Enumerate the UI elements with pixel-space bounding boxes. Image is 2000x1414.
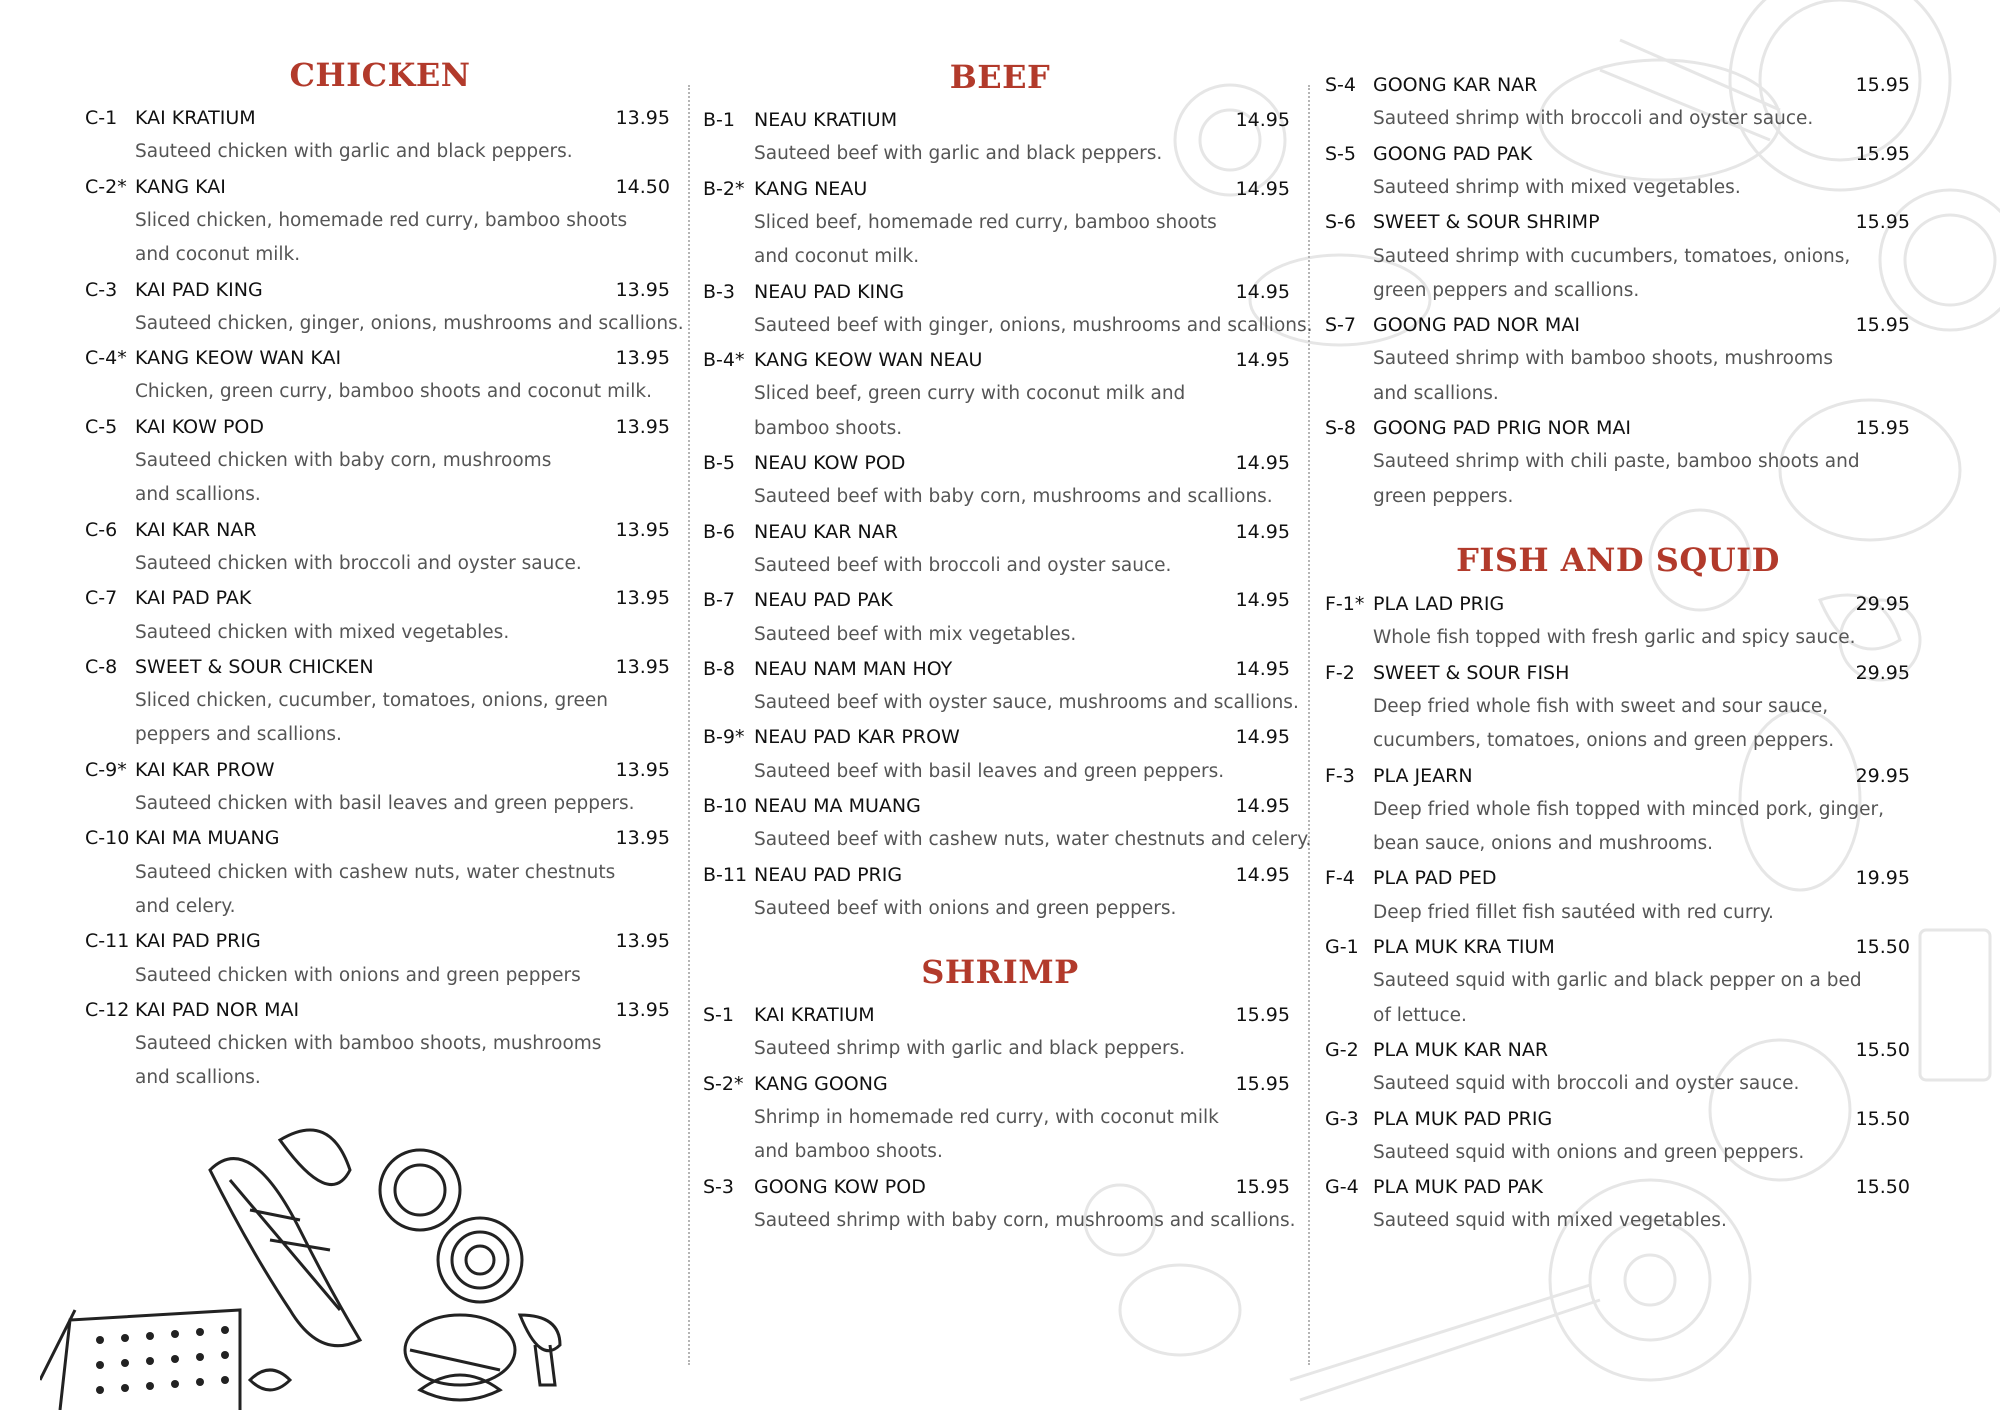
item-description: Sauteed beef with onions and green peppers. [754, 897, 1177, 919]
item-description: Sauteed shrimp with chili paste, bamboo shoots and [1373, 451, 1860, 473]
item-code: B-7 [703, 589, 735, 612]
item-description: Sauteed shrimp with baby corn, mushrooms and scallions. [754, 1209, 1296, 1231]
item-description: Sauteed beef with ginger, onions, mushrooms and scallions. [754, 314, 1313, 336]
item-name: SWEET & SOUR CHICKEN [135, 655, 374, 678]
item-name: NEAU PAD PAK [754, 589, 893, 612]
section-heading: SHRIMP [921, 953, 1079, 991]
item-name: GOONG PAD PAK [1373, 142, 1533, 165]
item-description: Sauteed shrimp with broccoli and oyster sauce. [1373, 108, 1814, 130]
item-name: NEAU KOW POD [754, 452, 906, 474]
item-price: 14.95 [1235, 452, 1290, 474]
item-price: 15.95 [1855, 142, 1910, 165]
item-name: NEAU KRATIUM [754, 109, 898, 131]
item-code: C-6 [85, 518, 118, 541]
item-name: PLA MUK KRA TIUM [1373, 936, 1555, 958]
item-code: G-1 [1325, 936, 1359, 958]
item-name: GOONG PAD NOR MAI [1373, 314, 1580, 337]
item-description: and coconut milk. [135, 244, 301, 266]
item-description: green peppers and scallions. [1373, 279, 1640, 301]
vegetable-illustration [40, 1110, 600, 1410]
item-name: NEAU PAD KAR PROW [754, 726, 960, 749]
item-description: Sauteed beef with broccoli and oyster sauce. [754, 554, 1172, 576]
item-price: 13.95 [615, 587, 670, 610]
item-price: 15.95 [1855, 74, 1910, 96]
item-price: 14.95 [1235, 589, 1290, 612]
item-code: B-5 [703, 452, 735, 474]
item-code: C-8 [85, 655, 118, 678]
item-description: Sauteed chicken with cashew nuts, water chestnuts [135, 861, 616, 883]
item-code: S-7 [1325, 314, 1357, 337]
item-name: PLA PAD PED [1373, 867, 1497, 890]
item-name: NEAU MA MUANG [754, 795, 921, 817]
item-name: KAI KRATIUM [135, 107, 256, 129]
item-code: B-11 [703, 863, 748, 886]
item-description: green peppers. [1373, 485, 1514, 507]
item-code: C-11 [85, 930, 130, 953]
item-code: C-1 [85, 107, 118, 129]
item-code: B-8 [703, 657, 735, 680]
item-code: S-3 [703, 1175, 735, 1198]
item-price: 14.50 [615, 175, 670, 198]
item-price: 29.95 [1855, 764, 1910, 787]
item-price: 15.50 [1855, 936, 1910, 958]
item-price: 15.50 [1855, 1176, 1910, 1199]
item-code: B-3 [703, 280, 735, 303]
item-name: KAI KOW POD [135, 415, 265, 438]
item-name: GOONG KAR NAR [1373, 74, 1538, 96]
item-code: F-3 [1325, 764, 1355, 787]
item-price: 13.95 [615, 827, 670, 850]
item-name: KANG KEOW WAN KAI [135, 347, 342, 370]
item-description: bamboo shoots. [754, 417, 903, 439]
item-description: Sliced chicken, homemade red curry, bamboo shoots [135, 209, 628, 231]
item-description: peppers and scallions. [135, 724, 342, 746]
item-description: Sauteed chicken with onions and green peppers [135, 964, 581, 986]
item-code: C-5 [85, 415, 118, 438]
item-price: 14.95 [1235, 863, 1290, 886]
item-description: Sauteed chicken with garlic and black peppers. [135, 141, 573, 163]
item-price: 13.95 [615, 758, 670, 781]
item-code: G-3 [1325, 1107, 1359, 1130]
item-price: 13.95 [615, 278, 670, 301]
item-name: KAI MA MUANG [135, 827, 280, 850]
item-description: Shrimp in homemade red curry, with coconut milk [754, 1106, 1219, 1128]
item-price: 13.95 [615, 415, 670, 438]
item-name: NEAU NAM MAN HOY [754, 657, 953, 680]
item-name: GOONG KOW POD [754, 1175, 926, 1198]
item-description: Sauteed chicken with broccoli and oyster sauce. [135, 552, 582, 574]
item-name: KAI PAD PRIG [135, 930, 261, 953]
item-description: Sauteed chicken, ginger, onions, mushrooms and scallions. [135, 312, 684, 334]
item-description: Sauteed chicken with bamboo shoots, mushrooms [135, 1033, 602, 1055]
item-price: 15.95 [1235, 1004, 1290, 1026]
item-description: Sauteed shrimp with mixed vegetables. [1373, 176, 1741, 198]
item-description: cucumbers, tomatoes, onions and green peppers. [1373, 730, 1835, 752]
item-price: 14.95 [1235, 349, 1290, 372]
item-description: Sauteed shrimp with bamboo shoots, mushrooms [1373, 348, 1833, 370]
item-code: S-6 [1325, 211, 1357, 234]
column-divider-left [688, 85, 690, 1365]
item-code: B-6 [703, 520, 735, 543]
section-heading: BEEF [949, 58, 1051, 96]
item-price: 15.95 [1855, 211, 1910, 234]
item-name: KANG NEAU [754, 177, 868, 200]
item-description: and scallions. [135, 484, 261, 506]
item-description: Sauteed squid with broccoli and oyster sauce. [1373, 1073, 1800, 1095]
item-code: C-10 [85, 827, 130, 850]
item-code: F-4 [1325, 867, 1355, 890]
item-price: 15.95 [1235, 1175, 1290, 1198]
item-code: B-1 [703, 109, 735, 131]
item-price: 29.95 [1855, 593, 1910, 615]
item-description: Sauteed chicken with basil leaves and green peppers. [135, 793, 635, 814]
item-code: C-4* [85, 347, 127, 370]
item-name: KAI KRATIUM [754, 1004, 875, 1026]
item-description: Sliced beef, homemade red curry, bamboo shoots [754, 211, 1217, 233]
item-price: 14.95 [1235, 109, 1290, 131]
section-heading: CHICKEN [289, 56, 471, 94]
item-name: KAI PAD PAK [135, 587, 252, 610]
item-description: Sauteed beef with oyster sauce, mushrooms and scallions. [754, 692, 1299, 714]
item-code: S-1 [703, 1004, 735, 1026]
item-code: C-9* [85, 758, 127, 781]
item-description: Sauteed chicken with baby corn, mushrooms [135, 450, 552, 471]
item-price: 15.95 [1855, 314, 1910, 337]
item-description: Deep fried whole fish topped with minced pork, ginger, [1373, 798, 1884, 820]
item-description: Sauteed shrimp with cucumbers, tomatoes, onions, [1373, 245, 1851, 267]
item-price: 13.95 [615, 930, 670, 953]
item-code: B-10 [703, 795, 748, 817]
item-code: S-2* [703, 1072, 744, 1095]
item-name: GOONG PAD PRIG NOR MAI [1373, 417, 1631, 439]
item-description: Chicken, green curry, bamboo shoots and coconut milk. [135, 381, 652, 403]
item-description: Sauteed beef with mix vegetables. [754, 623, 1077, 645]
item-code: B-9* [703, 726, 745, 749]
item-price: 14.95 [1235, 177, 1290, 200]
item-name: KAI PAD KING [135, 278, 263, 301]
item-description: Sauteed beef with cashew nuts, water chestnuts and celery. [754, 829, 1312, 851]
item-price: 19.95 [1855, 867, 1910, 890]
item-description: Deep fried whole fish with sweet and sour sauce, [1373, 695, 1829, 717]
item-description: Sauteed chicken with mixed vegetables. [135, 621, 510, 643]
item-description: and bamboo shoots. [754, 1141, 943, 1163]
item-price: 14.95 [1235, 795, 1290, 817]
item-price: 29.95 [1855, 661, 1910, 684]
item-description: Sauteed shrimp with garlic and black peppers. [754, 1038, 1186, 1060]
item-description: Sauteed beef with garlic and black peppers. [754, 143, 1163, 165]
item-code: S-5 [1325, 142, 1357, 165]
item-price: 15.50 [1855, 1038, 1910, 1061]
item-price: 13.95 [615, 347, 670, 370]
item-price: 15.95 [1855, 417, 1910, 439]
item-description: bean sauce, onions and mushrooms. [1373, 833, 1714, 855]
item-name: KANG KEOW WAN NEAU [754, 349, 983, 372]
item-name: PLA LAD PRIG [1373, 593, 1505, 615]
item-price: 14.95 [1235, 726, 1290, 749]
item-name: NEAU KAR NAR [754, 520, 898, 543]
item-price: 14.95 [1235, 280, 1290, 303]
item-name: KAI KAR PROW [135, 758, 275, 781]
item-code: F-2 [1325, 661, 1355, 684]
item-description: Sliced chicken, cucumber, tomatoes, onions, green [135, 690, 608, 712]
item-description: and scallions. [1373, 382, 1499, 404]
item-code: G-2 [1325, 1038, 1359, 1061]
item-description: Sliced beef, green curry with coconut milk and [754, 383, 1186, 405]
section-heading: FISH AND SQUID [1456, 541, 1780, 579]
item-code: F-1* [1325, 593, 1365, 615]
item-description: Sauteed beef with baby corn, mushrooms and scallions. [754, 486, 1273, 508]
item-description: Sauteed squid with mixed vegetables. [1373, 1210, 1727, 1232]
item-name: PLA MUK PAD PRIG [1373, 1107, 1553, 1130]
item-code: C-2* [85, 175, 127, 198]
item-description: Sauteed beef with basil leaves and green peppers. [754, 760, 1225, 782]
item-name: NEAU PAD PRIG [754, 863, 903, 886]
item-name: PLA MUK KAR NAR [1373, 1038, 1549, 1061]
item-price: 15.95 [1235, 1072, 1290, 1095]
item-description: Sauteed squid with onions and green peppers. [1373, 1141, 1805, 1163]
item-price: 14.95 [1235, 657, 1290, 680]
item-code: G-4 [1325, 1176, 1359, 1199]
item-code: S-8 [1325, 417, 1357, 439]
item-description: of lettuce. [1373, 1004, 1467, 1026]
item-code: S-4 [1325, 74, 1357, 96]
item-code: C-3 [85, 278, 118, 301]
item-name: PLA JEARN [1373, 764, 1473, 787]
item-price: 14.95 [1235, 520, 1290, 543]
item-description: Deep fried fillet fish sautéed with red curry. [1373, 901, 1774, 923]
item-code: B-2* [703, 177, 745, 200]
item-name: KAI KAR NAR [135, 518, 257, 541]
item-code: C-7 [85, 587, 118, 610]
item-name: KAI PAD NOR MAI [135, 998, 300, 1021]
item-description: and scallions. [135, 1067, 261, 1089]
item-name: NEAU PAD KING [754, 280, 905, 303]
item-code: B-4* [703, 349, 745, 372]
item-description: and coconut milk. [754, 246, 920, 268]
item-name: KANG KAI [135, 175, 226, 198]
item-code: C-12 [85, 998, 130, 1021]
item-name: SWEET & SOUR FISH [1373, 661, 1570, 684]
item-price: 13.95 [615, 518, 670, 541]
item-description: and celery. [135, 895, 236, 917]
item-price: 13.95 [615, 998, 670, 1021]
item-name: SWEET & SOUR SHRIMP [1373, 211, 1600, 234]
item-description: Sauteed squid with garlic and black pepper on a bed [1373, 970, 1862, 992]
item-name: PLA MUK PAD PAK [1373, 1176, 1543, 1199]
item-price: 13.95 [615, 655, 670, 678]
item-name: KANG GOONG [754, 1072, 888, 1095]
item-price: 15.50 [1855, 1107, 1910, 1130]
item-description: Whole fish topped with fresh garlic and spicy sauce. [1373, 627, 1856, 649]
column-divider-right [1308, 85, 1310, 1365]
item-price: 13.95 [615, 107, 670, 129]
